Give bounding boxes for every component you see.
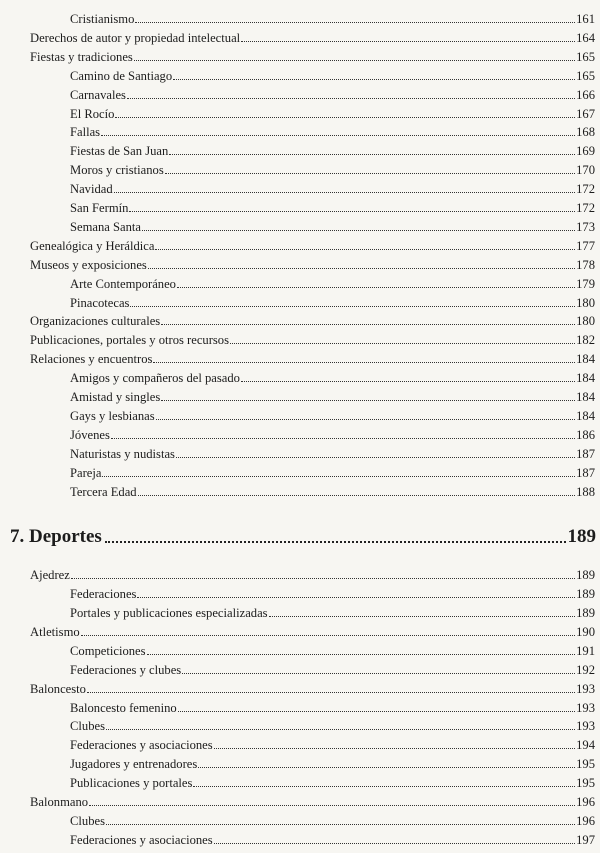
toc-entry-title: Naturistas y nudistas [70, 446, 175, 461]
toc-entry [70, 387, 595, 405]
dot-leader [135, 22, 575, 23]
toc-entry-title: Publicaciones y portales [70, 776, 193, 791]
toc-entry [70, 104, 595, 122]
dot-leader [269, 616, 576, 617]
toc-entry-page: 189 [576, 586, 595, 601]
toc-entry [70, 9, 595, 27]
toc-entry-title: San Fermín [70, 201, 129, 215]
toc-entry [30, 565, 595, 583]
dot-leader [81, 635, 575, 636]
toc-entry-page: 191 [576, 643, 595, 658]
toc-entry-title: Fallas [70, 125, 101, 140]
dot-leader [161, 324, 575, 325]
toc-entry-title: Gays y lesbianas [70, 408, 155, 423]
chapter-page: 189 [567, 526, 596, 547]
toc-entry-page: 184 [576, 408, 595, 423]
toc-entry-title: Moros y cristianos [70, 163, 164, 178]
toc-entry-title: Federaciones y asociaciones [70, 833, 213, 848]
dot-leader [87, 692, 575, 693]
toc-entry [70, 641, 595, 659]
dot-leader [193, 786, 575, 787]
toc-entry-page: 180 [576, 295, 595, 310]
toc-entry [30, 255, 595, 273]
toc-entry-title: Baloncesto [30, 681, 86, 696]
toc-entry [70, 660, 595, 678]
dot-leader [153, 362, 575, 363]
toc-entry-title: Pareja [70, 465, 102, 480]
toc-entry [70, 293, 595, 311]
toc-entry-title: Cristianismo [70, 12, 135, 26]
dot-leader [176, 457, 575, 458]
toc-entry-page: 188 [576, 484, 595, 499]
dot-leader [155, 249, 575, 250]
toc-entry-title: Baloncesto femenino [70, 700, 177, 715]
toc-entry [30, 47, 595, 65]
dot-leader [129, 211, 575, 212]
dot-leader [177, 287, 575, 288]
toc-entry-page: 170 [576, 163, 595, 178]
chapter-title: 7. Deportes [10, 526, 102, 547]
toc-entry-page: 184 [576, 352, 595, 367]
toc-entry-title: Semana Santa [70, 219, 141, 234]
toc-entry-page: 165 [576, 49, 595, 64]
toc-entry-page: 166 [576, 87, 595, 102]
toc-entry [30, 330, 595, 348]
toc-entry-title: Navidad [70, 182, 113, 197]
toc-entry [70, 66, 595, 84]
toc-entry [70, 85, 595, 103]
dot-leader [142, 230, 575, 231]
dot-leader [115, 117, 575, 118]
dot-leader [165, 173, 575, 174]
toc-entry-title: Atletismo [30, 624, 80, 639]
toc-entry [70, 122, 595, 140]
toc-entry [70, 811, 595, 829]
toc-entry-title: Camino de Santiago [70, 68, 173, 83]
toc-entry-page: 189 [576, 568, 595, 582]
toc-entry [70, 584, 595, 602]
toc-entry-title: Federaciones y asociaciones [70, 738, 213, 753]
dot-leader [106, 729, 575, 730]
toc-entry-title: Portales y publicaciones especializadas [70, 605, 268, 620]
toc-entry-page: 165 [576, 68, 595, 83]
toc-entry [30, 792, 595, 810]
toc-entry-title: Relaciones y encuentros [30, 352, 153, 367]
dot-leader [137, 597, 575, 598]
dot-leader [89, 805, 575, 806]
toc-entry-page: 190 [576, 624, 595, 639]
toc-entry-page: 195 [576, 757, 595, 772]
dot-leader [230, 343, 575, 344]
toc-entry-title: Carnavales [70, 87, 126, 102]
toc-entry-page: 187 [576, 446, 595, 461]
toc-entry-title: Competiciones [70, 643, 146, 658]
dot-leader [134, 60, 575, 61]
dot-leader [138, 495, 576, 496]
toc-entry-page: 194 [576, 738, 595, 753]
toc-entry-title: Arte Contemporáneo [70, 276, 176, 291]
dot-leader [105, 541, 566, 543]
toc-entry [70, 735, 595, 753]
dot-leader [130, 306, 575, 307]
toc-entry [70, 716, 595, 734]
toc-entry-page: 196 [576, 795, 595, 810]
dot-leader [114, 192, 575, 193]
toc-entry [70, 179, 595, 197]
toc-entry-page: 193 [576, 700, 595, 715]
toc-entry-page: 172 [576, 182, 595, 197]
toc-entry-title: Publicaciones, portales y otros recursos [30, 333, 230, 348]
toc-entry [70, 160, 595, 178]
toc-entry-page: 167 [576, 106, 595, 121]
toc-entry [70, 754, 595, 772]
toc-entry-page: 177 [576, 238, 595, 253]
toc-entry [30, 349, 595, 367]
toc-entry-title: Amistad y singles [70, 390, 161, 404]
toc-entry-title: El Rocío [70, 106, 115, 121]
dot-leader [147, 654, 576, 655]
dot-leader [241, 381, 575, 382]
chapter-heading [10, 522, 596, 548]
dot-leader [214, 748, 575, 749]
toc-entry-page: 192 [576, 662, 595, 677]
toc-entry [70, 444, 595, 462]
toc-entry [70, 463, 595, 481]
toc-entry-page: 187 [576, 465, 595, 480]
toc-entry [70, 368, 595, 386]
dot-leader [127, 98, 575, 99]
toc-entry-title: Museos y exposiciones [30, 257, 147, 272]
toc-entry-title: Jugadores y entrenadores [70, 757, 198, 772]
toc-entry-page: 173 [576, 219, 595, 234]
toc-entry-page: 189 [576, 605, 595, 620]
toc-entry-page: 182 [576, 333, 595, 348]
toc-entry [30, 311, 595, 329]
toc-entry-title: Organizaciones culturales [30, 314, 161, 329]
toc-entry-title: Genealógica y Heráldica [30, 238, 155, 253]
toc-entry [70, 830, 595, 848]
toc-entry [30, 622, 595, 640]
dot-leader [148, 268, 575, 269]
dot-leader [101, 135, 575, 136]
toc-entry [70, 698, 595, 716]
toc-entry-page: 196 [576, 814, 595, 829]
toc-entry-page: 164 [576, 30, 595, 45]
dot-leader [173, 79, 575, 80]
toc-entry-page: 195 [576, 776, 595, 791]
toc-entry-title: Fiestas de San Juan [70, 144, 169, 159]
toc-entry-page: 178 [576, 257, 595, 272]
toc-entry-title: Fiestas y tradiciones [30, 49, 133, 64]
toc-entry-title: Amigos y compañeros del pasado [70, 371, 240, 386]
dot-leader [178, 711, 575, 712]
toc-entry [70, 141, 595, 159]
toc-entry [30, 28, 595, 46]
toc-entry-title: Jóvenes [70, 427, 110, 442]
toc-entry [70, 406, 595, 424]
dot-leader [214, 843, 575, 844]
dot-leader [198, 767, 575, 768]
toc-entry-page: 180 [576, 314, 595, 329]
dot-leader [161, 400, 575, 401]
toc-entry-page: 184 [576, 371, 595, 386]
toc-entry [70, 274, 595, 292]
dot-leader [111, 438, 575, 439]
toc-entry-page: 184 [576, 390, 595, 404]
toc-entry-title: Clubes [70, 814, 105, 829]
toc-entry-page: 193 [576, 719, 595, 734]
toc-entry [70, 773, 595, 791]
toc-entry [70, 217, 595, 235]
toc-entry-title: Pinacotecas [70, 295, 130, 310]
toc-entry-page: 168 [576, 125, 595, 140]
dot-leader [156, 419, 575, 420]
dot-leader [182, 673, 575, 674]
toc-entry-title: Federaciones y clubes [70, 662, 182, 677]
dot-leader [241, 41, 575, 42]
toc-entry-page: 161 [576, 12, 595, 26]
toc-entry [30, 236, 595, 254]
toc-entry [70, 603, 595, 621]
toc-entry [70, 425, 595, 443]
toc-entry-title: Ajedrez [30, 568, 70, 582]
toc-entry-page: 193 [576, 681, 595, 696]
toc-entry-title: Clubes [70, 719, 105, 734]
toc-entry-title: Derechos de autor y propiedad intelectual [30, 30, 241, 45]
toc-entry-title: Federaciones [70, 586, 137, 601]
toc-entry-page: 172 [576, 201, 595, 215]
toc-entry-title: Balonmano [30, 795, 89, 810]
toc-entry-page: 169 [576, 144, 595, 159]
toc-entry [30, 679, 595, 697]
toc-entry-title: Tercera Edad [70, 484, 137, 499]
dot-leader [106, 824, 575, 825]
toc-entry [70, 198, 595, 216]
toc-entry-page: 186 [576, 427, 595, 442]
toc-entry-page: 179 [576, 276, 595, 291]
toc-entry [70, 482, 595, 500]
dot-leader [169, 154, 575, 155]
toc-entry-page: 197 [576, 833, 595, 848]
dot-leader [102, 476, 575, 477]
dot-leader [71, 578, 575, 579]
